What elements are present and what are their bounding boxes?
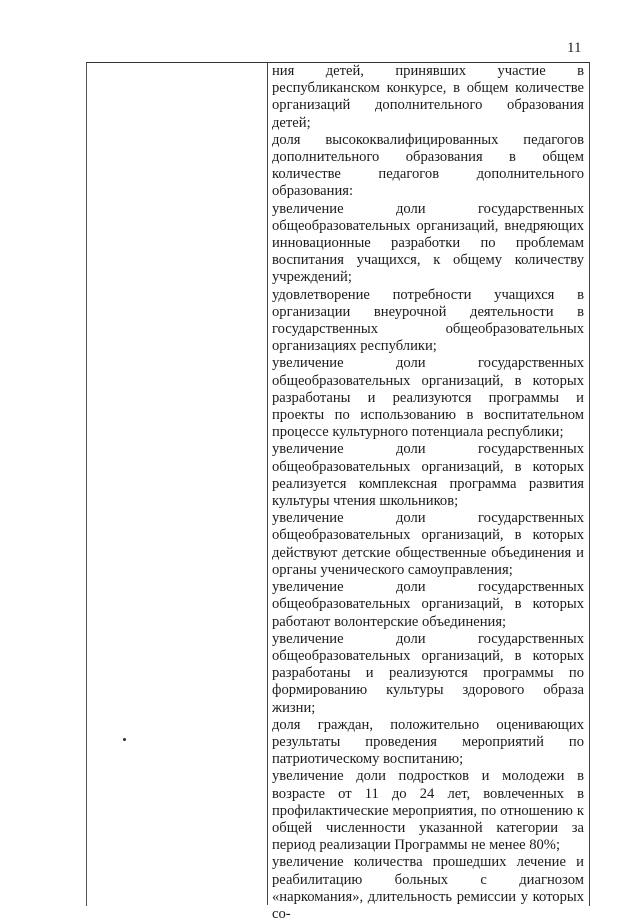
indicator-paragraph: увеличение количества прошедших лечение и реабилитацию больных с диагнозом «наркомания», длительность ремиссии у которых со- <box>272 854 584 922</box>
indicator-paragraph: удовлетворение потребности учащихся в организации внеурочной деятельности в государственных общеобразовательных организациях республики; <box>272 286 584 355</box>
indicator-paragraph: увеличение доли государственных общеобразовательных организаций, внедряющих инновационные разработки по проблемам воспитания учащихся, к общему количеству учреждений; <box>272 200 584 286</box>
indicator-paragraph: увеличение доли государственных общеобразовательных организаций, в которых разработаны и реализуются программы по формированию культуры здорового образа жизни; <box>272 630 584 716</box>
indicator-paragraph: увеличение доли подростков и молодежи в возрасте от 11 до 24 лет, вовлеченных в профилактические мероприятия, по отношению к общей численности указанной категории за период реализации Программы не менее 80%; <box>272 768 584 854</box>
scan-speck <box>123 738 126 741</box>
indicator-paragraph: ния детей, принявших участие в республиканском конкурсе, в общем количестве организаций дополнительного образования детей; <box>272 63 584 131</box>
indicator-paragraph: увеличение доли государственных общеобразовательных организаций, в которых работают волонтерские объединения; <box>272 579 584 630</box>
indicator-paragraph: увеличение доли государственных общеобразовательных организаций, в которых разработаны и реализуются программы и проекты по использованию в воспитательном процессе культурного потенциала республики; <box>272 355 584 441</box>
indicator-paragraph: увеличение доли государственных общеобразовательных организаций, в которых действуют детские общественные объединения и органы ученического самоуправления; <box>272 510 584 578</box>
indicator-paragraph: доля граждан, положительно оценивающих результаты проведения мероприятий по патриотическому воспитанию; <box>272 716 584 768</box>
indicators-column <box>272 63 584 923</box>
page-number: 11 <box>567 40 582 56</box>
indicator-paragraph: увеличение доли государственных общеобразовательных организаций, в которых реализуется комплексная программа развития культуры чтения школьников; <box>272 441 584 510</box>
column-divider <box>267 63 268 905</box>
indicator-paragraph: доля высококвалифицированных педагогов дополнительного образования в общем количестве педагогов дополнительного образования: <box>272 131 584 200</box>
